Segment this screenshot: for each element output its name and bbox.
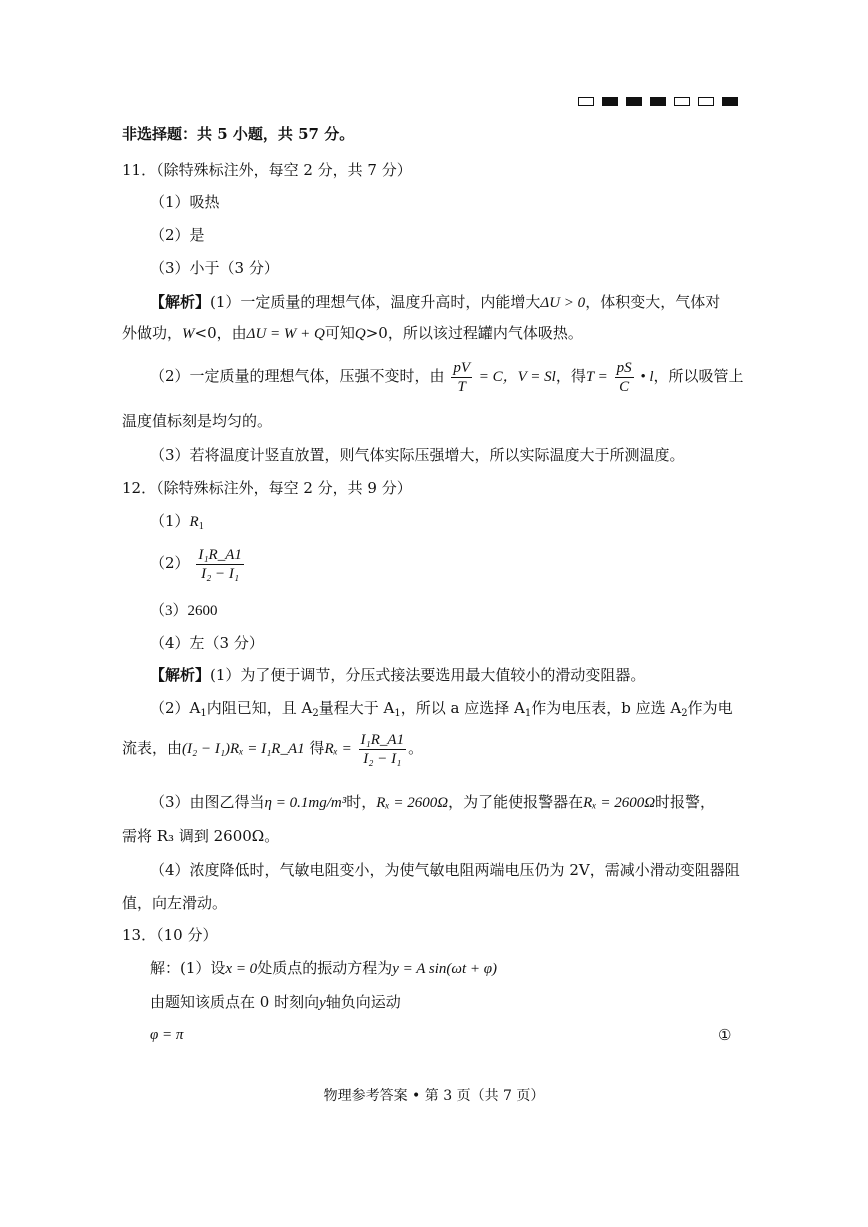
mark-box-3 bbox=[626, 97, 642, 106]
q11-explain-2: （2）一定质量的理想气体，压强不变时，由 $\frac{pV}{T}$ = C，V = Sl，得T = $\frac{pS}{C}$ • l，所以吸管上 bbox=[150, 359, 744, 395]
q12-answer-3: （3）2600 bbox=[150, 603, 218, 619]
mark-box-6 bbox=[698, 97, 714, 106]
mark-box-2 bbox=[602, 97, 618, 106]
q11-answer-2: （2）是 bbox=[150, 226, 205, 244]
formula-vibration: y = A sin(ωt + φ) bbox=[392, 961, 498, 977]
mark-box-4 bbox=[650, 97, 666, 106]
fraction-i1ra1-over-i2-i1: $\frac{\text{I₁R\_A1}}{\text{I₂ − I₁}}$ bbox=[198, 546, 242, 582]
fraction-pv-t: $\frac{pV}{T}$ bbox=[453, 359, 470, 395]
formula-current-relation: (I₂ − I₁)Rₓ = I₁R_A1 bbox=[182, 741, 305, 757]
q12-explain-2: $(2)A_1$内阻已知，且 $A_2$量程大于 $A_1$，所以 a 应选择 $A_1$作为电压表，b 应选 $A_2$作为电 bbox=[150, 699, 733, 719]
page-footer: 物理参考答案 • 第 3 页（共 7 页） bbox=[323, 1088, 545, 1104]
fraction-rx: $\frac{\text{I₁R\_A1}}{\text{I₂ − I₁}}$ bbox=[360, 731, 405, 767]
q11-answer-3: （3）小于（3 分） bbox=[150, 259, 279, 277]
q12-answer-1: $(1)R_1$ bbox=[150, 512, 204, 532]
q12-answer-2: （2） $\frac{\text{I₁R\_A1}}{\text{I₂ − I₁}}$ bbox=[150, 546, 242, 582]
section-title: 非选择题：共 5 小题，共 57 分。 bbox=[122, 125, 355, 143]
header-marks bbox=[578, 97, 738, 106]
q11-heading: 11．（除特殊标注外，每空 2 分，共 7 分） bbox=[122, 161, 412, 179]
q12-explain-3: （3）由图乙得当η = 0.1mg/m³时，Rₓ = 2600Ω，为了能使报警器在Rₓ = 2600Ω时报警， bbox=[150, 793, 716, 811]
q12-heading: 12．（除特殊标注外，每空 2 分，共 9 分） bbox=[122, 479, 412, 497]
q11-explain-1b: 外做功，W<0，由ΔU = W + Q可知Q>0，所以该过程罐内气体吸热。 bbox=[122, 324, 583, 342]
formula-delta-u: ΔU > 0 bbox=[540, 295, 586, 311]
q13-heading: 13．（10 分） bbox=[122, 926, 218, 944]
fraction-ps-c: $\frac{pS}{C}$ bbox=[616, 359, 632, 395]
q12-explain-4: （4）浓度降低时，气敏电阻变小，为使气敏电阻两端电压仍为 2V，需减小滑动变阻器阻 bbox=[150, 861, 740, 879]
mark-box-5 bbox=[674, 97, 690, 106]
analysis-tag: 【解析】 bbox=[150, 293, 211, 311]
analysis-tag: 【解析】 bbox=[150, 666, 211, 684]
q12-answer-4: （4）左（3 分） bbox=[150, 634, 264, 652]
q12-explain-2b: 流表，由(I₂ − I₁)Rₓ = I₁R_A1 得Rₓ = $\frac{\text{I₁R\_A1}}{\text{I₂ − I₁}}$ 。 bbox=[122, 731, 424, 767]
q11-explain-3: （3）若将温度计竖直放置，则气体实际压强增大，所以实际温度大于所测温度。 bbox=[150, 446, 685, 464]
q11-answer-1: （1）吸热 bbox=[150, 193, 220, 211]
mark-box-7 bbox=[722, 97, 738, 106]
formula-first-law: ΔU = W + Q bbox=[246, 326, 325, 342]
q12-explain-3b: 需将 R₃ 调到 2600Ω。 bbox=[122, 827, 280, 845]
q13-step-2: 由题知该质点在 0 时刻向y轴负向运动 bbox=[150, 993, 401, 1011]
q13-step-3: φ = π bbox=[150, 1027, 184, 1043]
q11-explain-1: 【解析】(1）一定质量的理想气体，温度升高时，内能增大ΔU > 0，体积变大，气体对 bbox=[150, 293, 721, 311]
equation-number-1: ① bbox=[718, 1026, 732, 1044]
q11-explain-2b: 温度值标刻是均匀的。 bbox=[122, 412, 273, 430]
mark-box-1 bbox=[578, 97, 594, 106]
q13-step-1: 解：(1）设x = 0处质点的振动方程为y = A sin(ωt + φ) bbox=[150, 959, 498, 977]
q12-explain-1: 【解析】(1）为了便于调节，分压式接法要选用最大值较小的滑动变阻器。 bbox=[150, 666, 646, 684]
q12-explain-4b: 值，向左滑动。 bbox=[122, 894, 228, 912]
